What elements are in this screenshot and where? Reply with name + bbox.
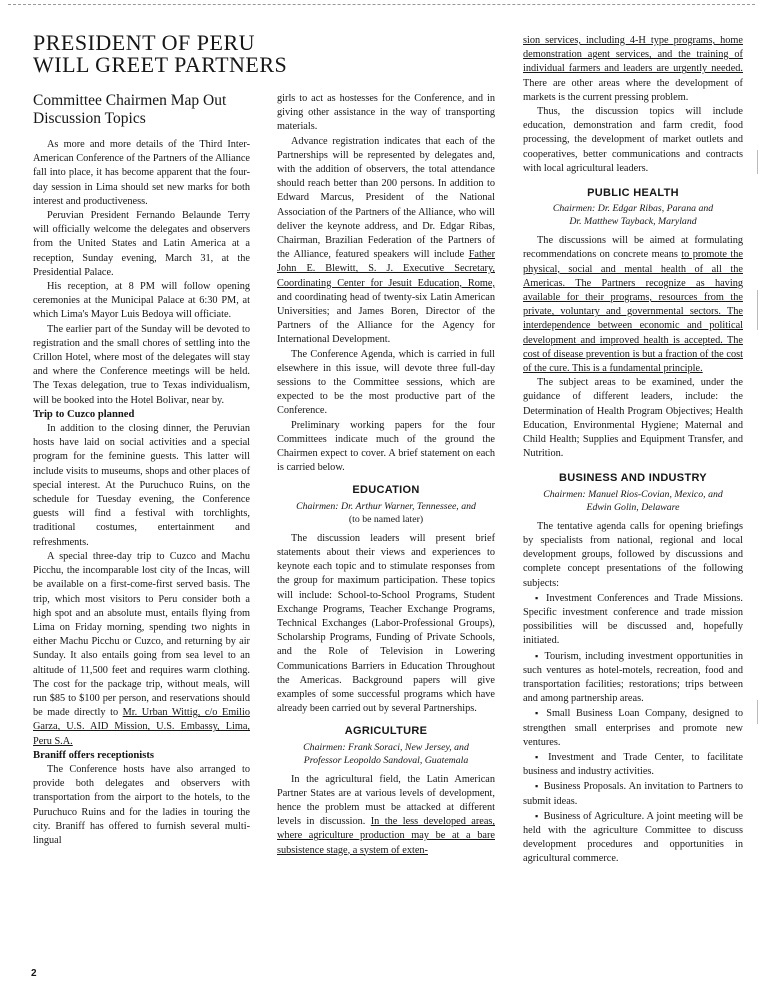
section-heading-education: EDUCATION — [352, 484, 420, 497]
headline-line-1: PRESIDENT OF PERU — [33, 30, 256, 55]
paragraph: The discussion leaders will present brief statements about their views and experiences to keynote each topic and to stimulate responses from the group for maximum participation. These topics will include: School-to-School Programs, Student Exchange Programs, Teacher Exchange Programs, Technical Exchanges (Labor-Professional Groups), Scholarship Programs, Funding of Private Schools, and the Role of Television in Lowering Communications Barriers in Education Throughout the Americas. Background papers will give examples of some successful programs which have already been carried out by several Partnerships. — [277, 532, 495, 715]
underlined-text: In the less developed areas, where agriculture production may be at a bare subsistence stage, a system of exten- — [277, 816, 495, 856]
paragraph: In addition to the closing dinner, the Peruvian hosts have laid on social activities and a special program for the feminine guests. This latter will include visits to museums, shops and other places of special interest. At the Puruchuco Ruins, on the schedule for Tuesday evening, the Conference guests will find a festival with torchlights, traditional costumes, entertainment and refreshments. — [33, 423, 250, 548]
chairmen-line: Chairmen: Dr. Edgar Ribas, Parana and — [552, 203, 714, 215]
runin-heading-cuzco: Trip to Cuzco planned — [33, 408, 135, 420]
list-item: ▪ Tourism, including investment opportunities in such ventures as hotel-motels, recreation, food and transportation facilities; restorations; trips between and among partnership areas. — [523, 649, 743, 707]
paragraph: The Conference Agenda, which is carried in full elsewhere in this issue, will devote three full-day sessions to the Committee sessions, which are expected to be the most productive part of the Conference. — [277, 348, 495, 417]
paragraph: His reception, at 8 PM will follow opening ceremonies at the Municipal Palace at 6:30 PM, at which Lima's Mayor Luis Bedoya will officiate. — [33, 281, 250, 321]
paragraph: The tentative agenda calls for opening briefings by specialists from national, regional and local development groups, followed by discussions and complete concept presentations of the following subjects: — [523, 520, 743, 589]
list-item: ▪ Business of Agriculture. A joint meeting will be held with the agriculture Committee to discuss development procedures and opportunities in agricultural commerce. — [523, 809, 743, 867]
paragraph — [523, 234, 743, 376]
paragraph: The earlier part of the Sunday will be devoted to registration and the small chores of settling into the Crillon Hotel, where most of the delegates will stay and where the Conference meetings will be held. The Texas delegation, true to Texas individualism, will be booked into the Hotel Bolivar, near by. — [33, 323, 250, 406]
paragraph — [523, 34, 743, 105]
paragraph: The subject areas to be examined, under the guidance of different leaders, include: the Determination of Health Program Objectives; Health Education, Environmental Hygiene; Maternal and Child Health; Supplies and Equipment Transfer, and Nutrition. — [523, 377, 743, 460]
text-run: In the agricultural field, the Latin American Partner States are at various levels of development, hence the problem must be attacked at different levels in discussion. — [277, 773, 495, 828]
paragraph: As more and more details of the Third Inter-American Conference of the Partners of the Alliance fall into place, it has become apparent that the four-day session in Lima should set new marks for both interest and productiveness. — [33, 139, 250, 207]
text-run: Advance registration indicates that each of the Partnerships will be represented by delegates and, with the addition of observers, the total attendance should reach better than 200 persons. In addition to Edward Marcus, President of the National Association of the Partners of the Alliance, who will deliver the keynote address, and Dr. Edgar Ribas, Chairman, Brazilian Federation of the Partners of the Alliance, featured speakers will include — [277, 135, 495, 261]
underlined-text: to promote the physical, social and mental health of all the Americas. The Partners recognize as having available for their programs, resources from the private, voluntary and governmental sectors. The interdependence between economic and political development and improved health is accepted. The cost of disease prevention is but a fraction of the cost of the cure. This is a fundamental principle. — [523, 249, 743, 375]
list-item: ▪ Business Proposals. An invitation to Partners to submit ideas. — [523, 779, 743, 808]
article-subhead: Committee Chairmen Map Out Discussion Topics — [33, 92, 227, 127]
headline-line-2: WILL GREET PARTNERS — [33, 52, 288, 77]
paragraph — [277, 773, 495, 858]
list-item: ▪ Small Business Loan Company, designed to strengthen small enterprises and promote new ventures. — [523, 706, 743, 750]
text-run: and coordinating head of twenty-six Latin American Universities; and James Boren, Director of the Partners of the Alliance for the Agency for International Development. — [277, 291, 495, 346]
chairmen-line: Chairmen: Dr. Arthur Warner, Tennessee, and — [296, 500, 476, 512]
chairmen-line: (to be named later) — [348, 513, 424, 525]
section-chairmen — [523, 488, 743, 514]
text-run: There are other areas where the development of markets is the current pressing problem. — [523, 77, 743, 103]
chairmen-line: Professor Leopoldo Sandoval, Guatemala — [303, 754, 469, 766]
column-2 — [277, 92, 495, 858]
margin-mark — [757, 150, 758, 174]
chairmen-line: Edwin Golin, Delaware — [586, 501, 680, 513]
list-item: ▪ Investment and Trade Center, to facilitate business and industry activities. — [523, 750, 743, 779]
text-run: A special three-day trip to Cuzco and Machu Picchu, the incomparable lost city of the Incas, will be available on a first-come-first served basis. The trip, which most visitors to Peru consider both a high spot and an absolute must, entails flying from Lima on Friday morning, spending two nights in either Machu Picchu or Cuzco, and returning by air Sunday. It also entails going from sea level to an altitude of 11,500 feet and requires warm clothing. The cost for the package trip, without meals, will run $85 to $100 per person, and reservations should be made directly to — [33, 550, 250, 719]
paragraph: Peruvian President Fernando Belaunde Terry will officially welcome the delegates and observers from the United States and Latin America at a reception, Sunday evening, March 31, at the Presidential Palace. — [33, 210, 250, 278]
list-item: ▪ Investment Conferences and Trade Missions. Specific investment conference and trade mission possibilities will be discussed and, hopefully initiated. — [523, 591, 743, 649]
paragraph — [277, 135, 495, 348]
underlined-speaker: Father John E. Blewitt, S. J. Executive Secretary, Coordinating Center for Jesuit Education, Rome, — [277, 249, 495, 289]
section-heading-business: BUSINESS AND INDUSTRY — [559, 472, 707, 485]
margin-mark — [757, 700, 758, 724]
section-heading-public-health: PUBLIC HEALTH — [587, 187, 679, 200]
underlined-text: sion services, including 4-H type programs, home demonstration agent services, and the training of individual farmers and leaders are urgently needed. — [523, 35, 743, 75]
chairmen-line: Chairmen: Manuel Rios-Covian, Mexico, and — [543, 488, 723, 500]
paragraph: Preliminary working papers for the four Committees indicate much of the ground the Chairmen expect to cover. A brief statement on each is carried below. — [277, 419, 495, 474]
text-run: The discussions will be aimed at formulating recommendations on concrete means — [523, 235, 743, 261]
section-chairmen — [277, 741, 495, 767]
chairmen-line: Dr. Matthew Tayback, Maryland — [569, 216, 697, 228]
page-number: 2 — [31, 968, 37, 979]
section-heading-agriculture: AGRICULTURE — [344, 725, 428, 738]
paragraph: The Conference hosts have also arranged to provide both delegates and observers with transportation from the airport to the hotels, to the Puruchuco Ruins and for the ladies in touring the city. Braniff has offered to furnish several multi-lingual — [33, 763, 250, 846]
paragraph — [33, 550, 250, 749]
paragraph: Thus, the discussion topics will include education, demonstration and farm credit, food processing, the development of market outlets and cooperatives, better communications and contracts with local agricultural leaders. — [523, 106, 743, 174]
runin-heading-braniff: Braniff offers receptionists — [33, 749, 155, 761]
paragraph: girls to act as hostesses for the Conference, and in giving other assistance in the way of transporting materials. — [277, 93, 495, 133]
underlined-contact: Mr. Urban Wittig, c/o Emilio Garza, U.S. AID Mission, U.S. Embassy, Lima, Peru S.A. — [33, 707, 250, 747]
section-chairmen — [277, 500, 495, 526]
section-chairmen — [523, 202, 743, 228]
margin-mark — [757, 290, 758, 330]
column-1 — [33, 92, 250, 848]
top-rule — [8, 4, 755, 5]
chairmen-line: Chairmen: Frank Soraci, New Jersey, and — [303, 741, 469, 753]
business-topic-list — [523, 591, 743, 867]
headline — [33, 32, 333, 76]
column-3 — [523, 34, 743, 867]
